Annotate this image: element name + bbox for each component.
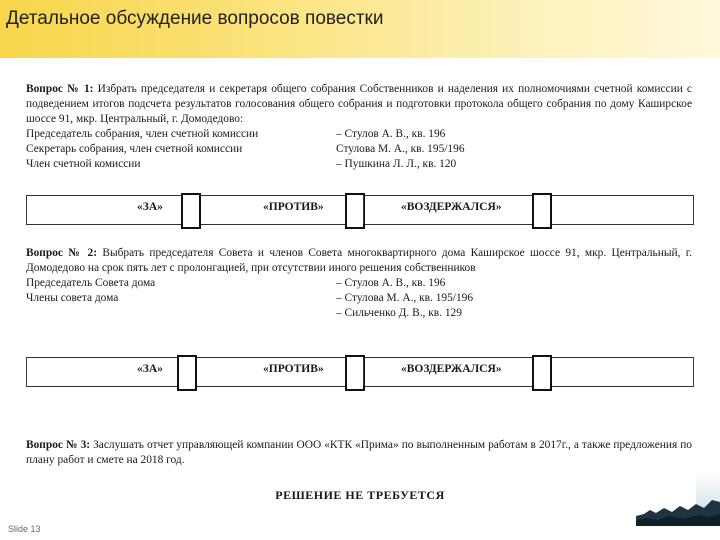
role-label: Председатель Совета дома [26, 277, 156, 289]
question-1-row [26, 142, 692, 157]
question-1 [26, 82, 692, 172]
question-1-row [26, 127, 692, 142]
vote-block-2 [26, 357, 694, 387]
person-label: – Пушкина Л. Л., кв. 120 [336, 158, 457, 170]
person-label: – Стулов А. В., кв. 196 [336, 128, 446, 140]
question-2-row [26, 306, 692, 321]
person-label: Стулова М. А., кв. 195/196 [336, 143, 465, 155]
vote-za-checkbox[interactable] [177, 355, 197, 391]
question-3 [26, 438, 692, 468]
role-label: Секретарь собрания, член счетной комиссии [26, 143, 243, 155]
person-label: – Стулов А. В., кв. 196 [336, 277, 446, 289]
vote-divider [363, 196, 364, 224]
question-1-text [26, 82, 692, 127]
role-label: Члены совета дома [26, 292, 119, 304]
question-2-row [26, 276, 692, 291]
resolution-text: РЕШЕНИЕ НЕ ТРЕБУЕТСЯ [275, 488, 445, 502]
question-3-text [26, 438, 692, 468]
question-2-row [26, 291, 692, 306]
question-3-body: Заслушать отчет управляющей компании ООО «КТК «Прима» по выполненным работам в 2017г., а также предложения по плану работ и смете на 2018 год. [26, 439, 692, 466]
question-2-label: Вопрос № 2: [26, 247, 98, 259]
corner-decoration-image [636, 470, 720, 526]
vote-protiv-label: «ПРОТИВ» [263, 363, 324, 375]
vote-za-label: «ЗА» [137, 363, 163, 375]
role-label: Член счетной комиссии [26, 158, 141, 170]
vote-vozd-checkbox[interactable] [532, 193, 552, 229]
person-label: – Сильченко Д. В., кв. 129 [336, 307, 462, 319]
vote-block-1 [26, 195, 694, 225]
slide-number: Slide 13 [8, 524, 41, 534]
slide-header [0, 0, 720, 58]
vote-vozd-label: «ВОЗДЕРЖАЛСЯ» [401, 363, 502, 375]
person-label: – Стулова М. А., кв. 195/196 [336, 292, 474, 304]
question-2 [26, 246, 692, 321]
question-1-label: Вопрос № 1: [26, 83, 94, 95]
vote-za-checkbox[interactable] [181, 193, 201, 229]
question-1-body: Избрать председателя и секретаря общего собрания Собственников и наделения их полномочиями счетной комиссии с подведением итогов подсчета результатов голосования общего собрания и подготовки протокола общего собрания по дому Каширское шоссе 91, мкр. Центральный, г. Домодедово: [26, 83, 692, 125]
question-2-text [26, 246, 692, 276]
vote-vozd-checkbox[interactable] [532, 355, 552, 391]
vote-divider [363, 358, 364, 386]
question-3-label: Вопрос № 3: [26, 439, 91, 451]
role-label: Председатель собрания, член счетной комиссии [26, 128, 259, 140]
question-2-body: Выбрать председателя Совета и членов Совета многоквартирного дома Каширское шоссе 91, мкр. Центральный, г. Домодедово на срок пять лет с пролонгацией, при отсутствии иного решения собственников [26, 247, 692, 274]
question-1-row [26, 157, 692, 172]
vote-protiv-label: «ПРОТИВ» [263, 201, 324, 213]
vote-za-label: «ЗА» [137, 201, 163, 213]
slide-title: Детальное обсуждение вопросов повестки [6, 8, 384, 29]
vote-vozd-label: «ВОЗДЕРЖАЛСЯ» [401, 201, 502, 213]
vote-protiv-checkbox[interactable] [345, 193, 365, 229]
vote-protiv-checkbox[interactable] [345, 355, 365, 391]
